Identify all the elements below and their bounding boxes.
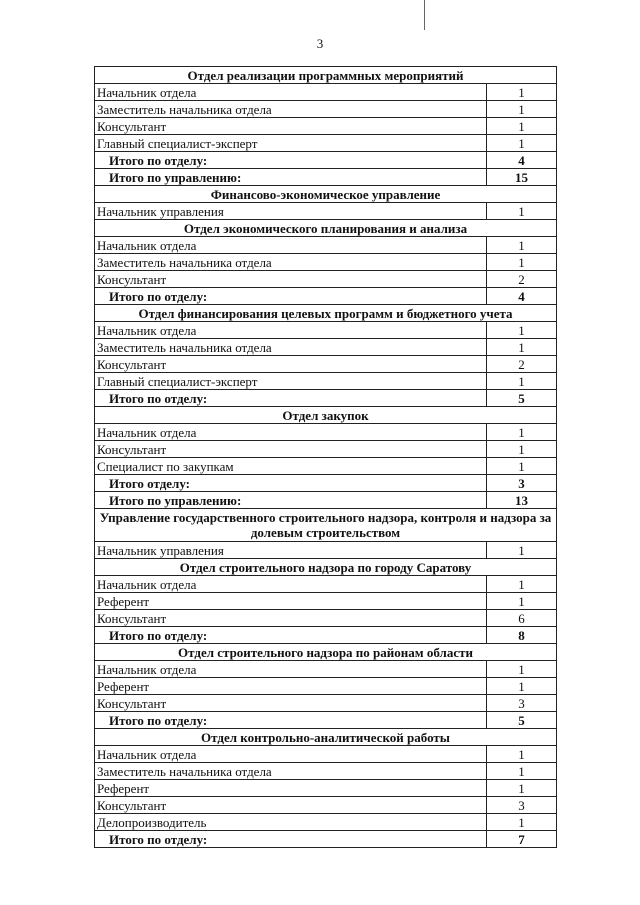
section-title: Отдел финансирования целевых программ и бюджетного учета (95, 305, 557, 322)
section-header-row (95, 509, 557, 542)
total-row (95, 492, 557, 509)
position-row (95, 814, 557, 831)
position-row (95, 678, 557, 695)
position-count: 1 (487, 763, 557, 780)
position-count: 1 (487, 661, 557, 678)
staff-table (94, 66, 557, 848)
position-name: Начальник отдела (95, 576, 487, 593)
section-header-row (95, 644, 557, 661)
section-title: Отдел строительного надзора по районам области (95, 644, 557, 661)
total-label: Итого по управлению: (95, 492, 487, 509)
position-row (95, 746, 557, 763)
position-count: 1 (487, 101, 557, 118)
position-count: 3 (487, 695, 557, 712)
total-row (95, 831, 557, 848)
section-title: Отдел реализации программных мероприятий (95, 67, 557, 84)
total-count: 8 (487, 627, 557, 644)
position-row (95, 695, 557, 712)
position-name: Заместитель начальника отдела (95, 763, 487, 780)
position-row (95, 610, 557, 627)
position-count: 1 (487, 593, 557, 610)
section-header-row (95, 559, 557, 576)
position-name: Консультант (95, 356, 487, 373)
total-label: Итого по отделу: (95, 627, 487, 644)
position-name: Начальник отдела (95, 237, 487, 254)
position-row (95, 576, 557, 593)
position-name: Референт (95, 678, 487, 695)
position-count: 1 (487, 746, 557, 763)
position-name: Заместитель начальника отдела (95, 339, 487, 356)
position-count: 1 (487, 542, 557, 559)
position-count: 1 (487, 373, 557, 390)
total-row (95, 169, 557, 186)
section-header-row (95, 220, 557, 237)
total-label: Итого отделу: (95, 475, 487, 492)
position-name: Начальник управления (95, 203, 487, 220)
total-row (95, 627, 557, 644)
position-name: Консультант (95, 797, 487, 814)
position-row (95, 322, 557, 339)
position-name: Начальник отдела (95, 661, 487, 678)
position-name: Референт (95, 593, 487, 610)
binding-line (424, 0, 425, 30)
position-count: 1 (487, 84, 557, 101)
position-name: Консультант (95, 610, 487, 627)
position-name: Начальник отдела (95, 424, 487, 441)
total-label: Итого по управлению: (95, 169, 487, 186)
position-row (95, 661, 557, 678)
position-count: 1 (487, 339, 557, 356)
position-name: Делопроизводитель (95, 814, 487, 831)
position-count: 6 (487, 610, 557, 627)
staff-table-body (95, 67, 557, 848)
position-row (95, 441, 557, 458)
position-row (95, 424, 557, 441)
position-row (95, 356, 557, 373)
section-title: Управление государственного строительного надзора, контроля и надзора за долевым строительством (95, 509, 557, 542)
section-header-row (95, 407, 557, 424)
total-label: Итого по отделу: (95, 712, 487, 729)
total-row (95, 152, 557, 169)
position-count: 1 (487, 424, 557, 441)
position-count: 3 (487, 797, 557, 814)
total-count: 4 (487, 288, 557, 305)
position-row (95, 763, 557, 780)
total-row (95, 288, 557, 305)
position-row (95, 339, 557, 356)
position-count: 2 (487, 356, 557, 373)
position-name: Начальник управления (95, 542, 487, 559)
section-header-row (95, 305, 557, 322)
position-row (95, 271, 557, 288)
position-count: 1 (487, 441, 557, 458)
total-row (95, 475, 557, 492)
section-title: Отдел экономического планирования и анализа (95, 220, 557, 237)
position-row (95, 593, 557, 610)
section-header-row (95, 67, 557, 84)
total-count: 13 (487, 492, 557, 509)
position-row (95, 780, 557, 797)
section-title: Финансово-экономическое управление (95, 186, 557, 203)
position-name: Референт (95, 780, 487, 797)
total-count: 5 (487, 712, 557, 729)
position-row (95, 254, 557, 271)
position-count: 1 (487, 237, 557, 254)
position-name: Начальник отдела (95, 84, 487, 101)
position-row (95, 542, 557, 559)
position-count: 2 (487, 271, 557, 288)
page-number: 3 (316, 36, 324, 51)
position-row (95, 203, 557, 220)
section-title: Отдел строительного надзора по городу Саратову (95, 559, 557, 576)
position-row (95, 101, 557, 118)
position-row (95, 118, 557, 135)
section-title: Отдел закупок (95, 407, 557, 424)
position-name: Консультант (95, 441, 487, 458)
position-row (95, 797, 557, 814)
section-header-row (95, 729, 557, 746)
position-row (95, 135, 557, 152)
position-name: Заместитель начальника отдела (95, 254, 487, 271)
position-name: Заместитель начальника отдела (95, 101, 487, 118)
position-row (95, 458, 557, 475)
total-row (95, 390, 557, 407)
total-label: Итого по отделу: (95, 390, 487, 407)
position-name: Консультант (95, 271, 487, 288)
total-label: Итого по отделу: (95, 831, 487, 848)
position-count: 1 (487, 203, 557, 220)
position-count: 1 (487, 780, 557, 797)
position-row (95, 84, 557, 101)
position-count: 1 (487, 135, 557, 152)
total-count: 15 (487, 169, 557, 186)
total-label: Итого по отделу: (95, 152, 487, 169)
position-name: Начальник отдела (95, 746, 487, 763)
position-name: Консультант (95, 118, 487, 135)
total-count: 4 (487, 152, 557, 169)
position-row (95, 373, 557, 390)
position-name: Консультант (95, 695, 487, 712)
position-count: 1 (487, 814, 557, 831)
total-count: 5 (487, 390, 557, 407)
position-count: 1 (487, 458, 557, 475)
position-count: 1 (487, 678, 557, 695)
position-name: Начальник отдела (95, 322, 487, 339)
position-name: Главный специалист-эксперт (95, 135, 487, 152)
position-count: 1 (487, 576, 557, 593)
total-label: Итого по отделу: (95, 288, 487, 305)
position-count: 1 (487, 254, 557, 271)
total-count: 7 (487, 831, 557, 848)
total-count: 3 (487, 475, 557, 492)
position-name: Специалист по закупкам (95, 458, 487, 475)
section-title: Отдел контрольно-аналитической работы (95, 729, 557, 746)
position-row (95, 237, 557, 254)
total-row (95, 712, 557, 729)
position-count: 1 (487, 322, 557, 339)
position-count: 1 (487, 118, 557, 135)
position-name: Главный специалист-эксперт (95, 373, 487, 390)
section-header-row (95, 186, 557, 203)
